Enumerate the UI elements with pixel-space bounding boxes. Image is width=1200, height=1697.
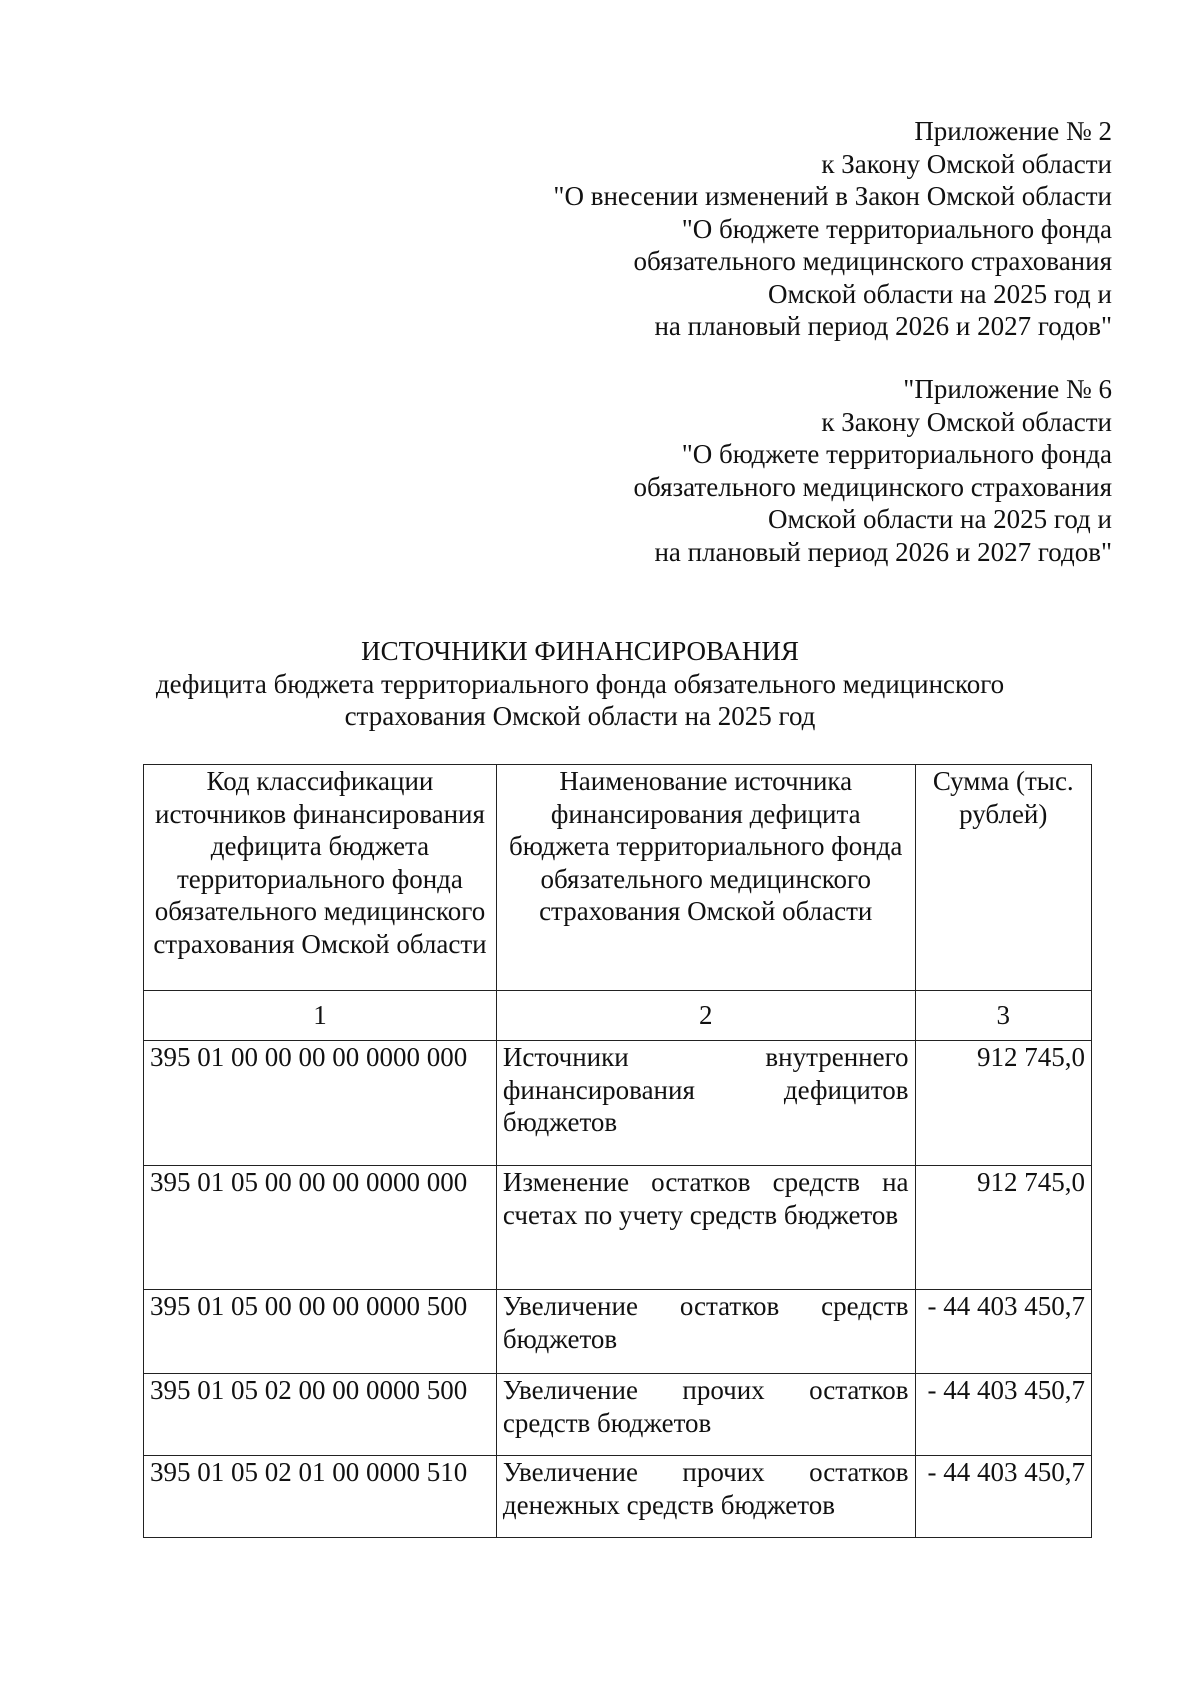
row-name: Источники внутреннего финансирования дефицитов бюджетов — [496, 1041, 915, 1166]
header-sum: Сумма (тыс. рублей) — [915, 765, 1091, 991]
column-number: 3 — [915, 991, 1091, 1041]
row-code: 395 01 00 00 00 00 0000 000 — [144, 1041, 497, 1166]
row-sum: - 44 403 450,7 — [915, 1290, 1091, 1374]
table-row — [144, 1041, 1092, 1166]
header-name: Наименование источника финансирования дефицита бюджета территориального фонда обязательного медицинского страхования Омской области — [496, 765, 915, 991]
title-subtitle-line: страхования Омской области на 2025 год — [344, 701, 816, 731]
row-name: Изменение остатков средств на счетах по учету средств бюджетов — [496, 1166, 915, 1290]
appendix-2-line: обязательного медицинского страхования — [633, 246, 1112, 276]
row-name: Увеличение прочих остатков средств бюджетов — [496, 1374, 915, 1456]
appendix-6-reference — [412, 373, 1112, 568]
column-number-row — [144, 991, 1092, 1041]
appendix-2-line: "О бюджете территориального фонда — [681, 213, 1112, 244]
row-code: 395 01 05 00 00 00 0000 500 — [144, 1290, 497, 1374]
column-number: 2 — [496, 991, 915, 1041]
table-row — [144, 1290, 1092, 1374]
appendix-2-line: "О внесении изменений в Закон Омской области — [553, 181, 1112, 211]
appendix-6-line: обязательного медицинского страхования — [633, 471, 1112, 502]
title-heading: ИСТОЧНИКИ ФИНАНСИРОВАНИЯ — [361, 636, 799, 666]
row-code: 395 01 05 02 00 00 0000 500 — [144, 1374, 497, 1456]
appendix-2-line: на плановый период 2026 и 2027 годов" — [654, 311, 1112, 341]
appendix-2-reference — [412, 115, 1112, 343]
row-code: 395 01 05 02 01 00 0000 510 — [144, 1456, 497, 1538]
appendix-2-line: Омской области на 2025 год и — [767, 278, 1112, 309]
row-name: Увеличение остатков средств бюджетов — [496, 1290, 915, 1374]
row-sum: - 44 403 450,7 — [915, 1374, 1091, 1456]
appendix-6-line: Омской области на 2025 год и — [767, 504, 1112, 534]
financing-sources-table — [143, 764, 1092, 1538]
appendix-6-line: к Закону Омской области — [821, 406, 1112, 437]
appendix-6-line: на плановый период 2026 и 2027 годов" — [654, 536, 1112, 567]
table-row — [144, 1166, 1092, 1290]
appendix-2-line: Приложение № 2 — [914, 116, 1112, 146]
appendix-2-line: к Закону Омской области — [821, 148, 1112, 179]
row-sum: - 44 403 450,7 — [915, 1456, 1091, 1538]
table-header-row — [144, 765, 1092, 991]
appendix-6-line: "Приложение № 6 — [903, 374, 1112, 404]
header-code: Код классификации источников финансирования дефицита бюджета территориального фонда обязательного медицинского страхования Омской области — [144, 765, 497, 991]
row-sum: 912 745,0 — [915, 1041, 1091, 1166]
row-code: 395 01 05 00 00 00 0000 000 — [144, 1166, 497, 1290]
table-row — [144, 1456, 1092, 1538]
table-row — [144, 1374, 1092, 1456]
row-sum: 912 745,0 — [915, 1166, 1091, 1290]
row-name: Увеличение прочих остатков денежных средств бюджетов — [496, 1456, 915, 1538]
column-number: 1 — [144, 991, 497, 1041]
document-title — [130, 635, 1030, 733]
title-subtitle-line: дефицита бюджета территориального фонда обязательного медицинского — [155, 668, 1005, 699]
appendix-6-line: "О бюджете территориального фонда — [681, 439, 1112, 469]
